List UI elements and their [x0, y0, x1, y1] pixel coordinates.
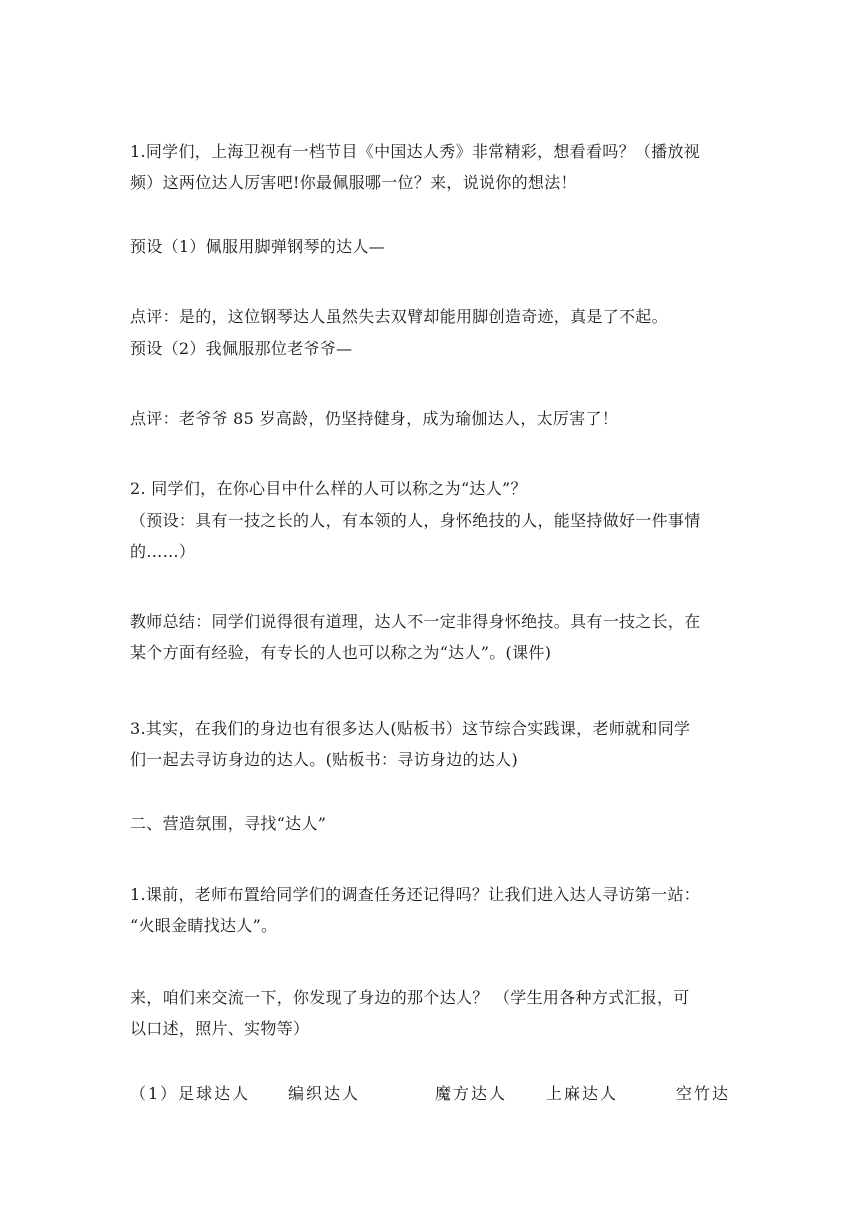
paragraph-comment-1: [130, 301, 730, 332]
text-line: 预设（1）佩服用脚弹钢琴的达人—: [130, 237, 385, 256]
text-line: 某个方面有经验，有专长的人也可以称之为“达人”。(课件): [130, 643, 552, 662]
text-line: 点评：老爷爷 85 岁高龄，仍坚持健身，成为瑜伽达人，太厉害了！: [130, 409, 619, 428]
talent-item: 上麻达人: [546, 1084, 619, 1103]
paragraph-teacher-summary: [130, 606, 730, 668]
paragraph-preset-answer: [130, 505, 730, 567]
paragraph-preset-2: [130, 333, 730, 364]
text-line: 教师总结：同学们说得很有道理，达人不一定非得身怀绝技。具有一技之长，在: [130, 612, 701, 631]
talent-item: 编织达人: [288, 1084, 361, 1103]
text-line: 预设（2）我佩服那位老爷爷—: [130, 339, 353, 358]
text-line: 们一起去寻访身边的达人。(贴板书：寻访身边的达人): [130, 750, 518, 769]
text-line: 点评：是的，这位钢琴达人虽然失去双臂却能用脚创造奇迹，真是了不起。: [130, 307, 668, 326]
paragraph-intro-question: [130, 136, 730, 198]
paragraph-exchange: [130, 982, 730, 1044]
text-line: 3.其实，在我们的身边也有很多达人(贴板书）这节综合实践课，老师就和同学: [130, 719, 691, 738]
talent-list-row: [130, 1078, 740, 1109]
talent-item: （1）足球达人: [130, 1084, 251, 1103]
paragraph-point-3: [130, 713, 730, 775]
text-line: （预设：具有一技之长的人，有本领的人，身怀绝技的人，能坚持做好一件事情: [130, 511, 701, 530]
paragraph-preset-1: [130, 231, 730, 262]
text-line: 频）这两位达人厉害吧!你最佩服哪一位？来，说说你的想法！: [130, 173, 577, 192]
section-heading: [130, 808, 730, 839]
talent-item: 魔方达人: [435, 1084, 508, 1103]
text-line: 1.同学们，上海卫视有一档节目《中国达人秀》非常精彩，想看看吗？（播放视: [130, 142, 701, 161]
text-line: 二、营造氛围，寻找“达人”: [130, 814, 327, 833]
text-line: “火眼金睛找达人”。: [130, 916, 278, 935]
text-line: 的……）: [130, 542, 196, 561]
paragraph-comment-2: [130, 403, 730, 434]
paragraph-question-2: [130, 473, 730, 504]
talent-item: 空竹达: [676, 1084, 731, 1103]
text-line: 2. 同学们，在你心目中什么样的人可以称之为“达人”？: [130, 479, 527, 498]
text-line: 来，咱们来交流一下，你发现了身边的那个达人？ （学生用各种方式汇报，可: [130, 988, 690, 1007]
text-line: 1.课前，老师布置给同学们的调查任务还记得吗？让我们进入达人寻访第一站：: [130, 885, 701, 904]
paragraph-task-review: [130, 879, 730, 941]
text-line: 以口述，照片、实物等）: [130, 1019, 310, 1038]
